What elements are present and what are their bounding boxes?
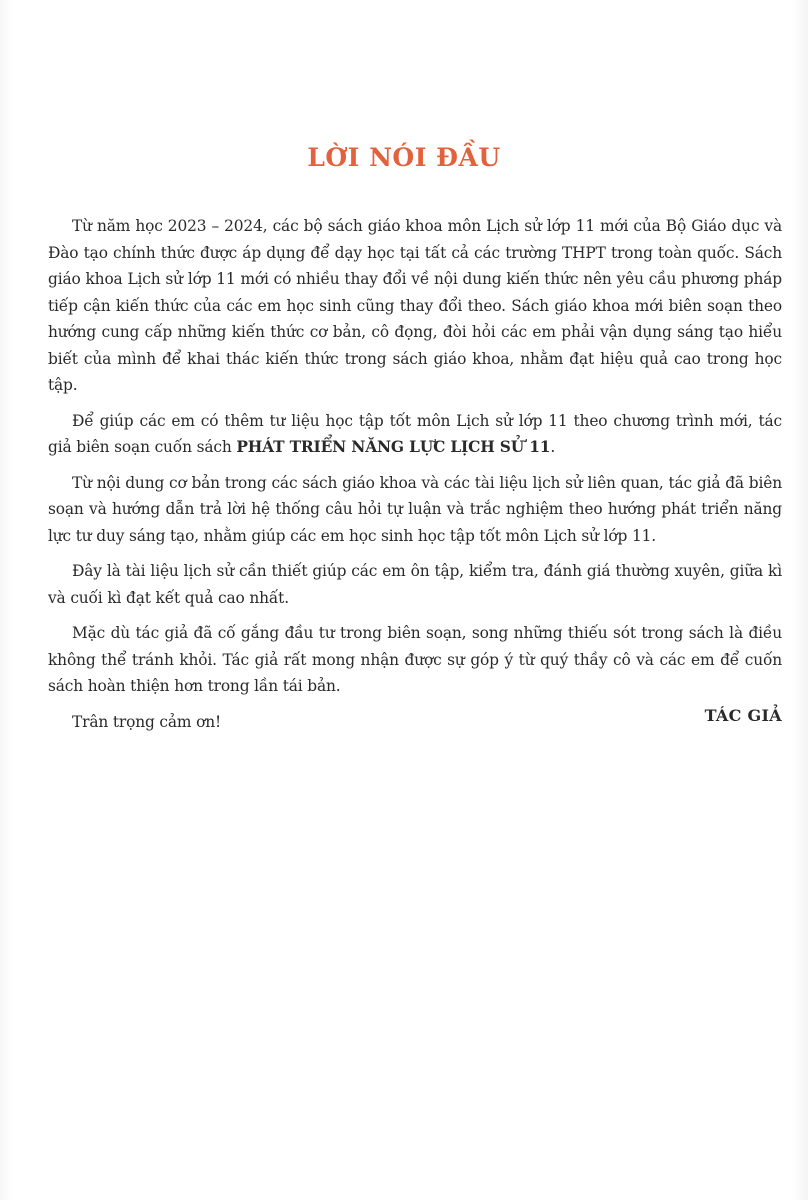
paragraph-2-end: . [550, 438, 556, 456]
paragraph-1: Từ năm học 2023 – 2024, các bộ sách giáo khoa môn Lịch sử lớp 11 mới của Bộ Giáo dục và Đào tạo chính thức được áp dụng để dạy học tại tất cả các trường THPT trong toàn quốc. Sách giáo khoa Lịch sử lớp 11 mới có nhiều thay đổi về nội dung kiến thức nên yêu cầu phương pháp tiếp cận kiến thức của các em học sinh cũng thay đổi theo. Sách giáo khoa mới biên soạn theo hướng cung cấp những kiến thức cơ bản, cô đọng, đòi hỏi các em phải vận dụng sáng tạo hiểu biết của mình để khai thác kiến thức trong sách giáo khoa, nhằm đạt hiệu quả cao trong học tập. [48, 217, 782, 394]
paragraph-5: Mặc dù tác giả đã cố gắng đầu tư trong biên soạn, song những thiếu sót trong sách là điều không thể tránh khỏi. Tác giả rất mong nhận được sự góp ý từ quý thầy cô và các em để cuốn sách hoàn thiện hơn trong lần tái bản. [48, 624, 782, 695]
paragraph-4: Đây là tài liệu lịch sử cần thiết giúp các em ôn tập, kiểm tra, đánh giá thường xuyên, giữa kì và cuối kì đạt kết quả cao nhất. [48, 562, 782, 607]
paragraph-3: Từ nội dung cơ bản trong các sách giáo khoa và các tài liệu lịch sử liên quan, tác giả đã biên soạn và hướng dẫn trả lời hệ thống câu hỏi tự luận và trắc nghiệm theo hướng phát triển năng lực tư duy sáng tạo, nhằm giúp các em học sinh học tập tốt môn Lịch sử lớp 11. [48, 473, 782, 545]
closing-line: Trân trọng cảm ơn! [72, 712, 222, 731]
preface-body [48, 213, 782, 744]
page-title: LỜI NÓI ĐẦU [307, 143, 501, 172]
paragraph-2-text: Để giúp các em có thêm tư liệu học tập tốt môn Lịch sử lớp 11 theo chương trình mới, tác giả biên soạn cuốn sách [48, 411, 782, 456]
paragraph-2 [48, 408, 782, 461]
author-signature: TÁC GIẢ [704, 706, 782, 725]
book-title-bold: PHÁT TRIỂN NĂNG LỰC LỊCH SỬ 11 [236, 438, 551, 456]
